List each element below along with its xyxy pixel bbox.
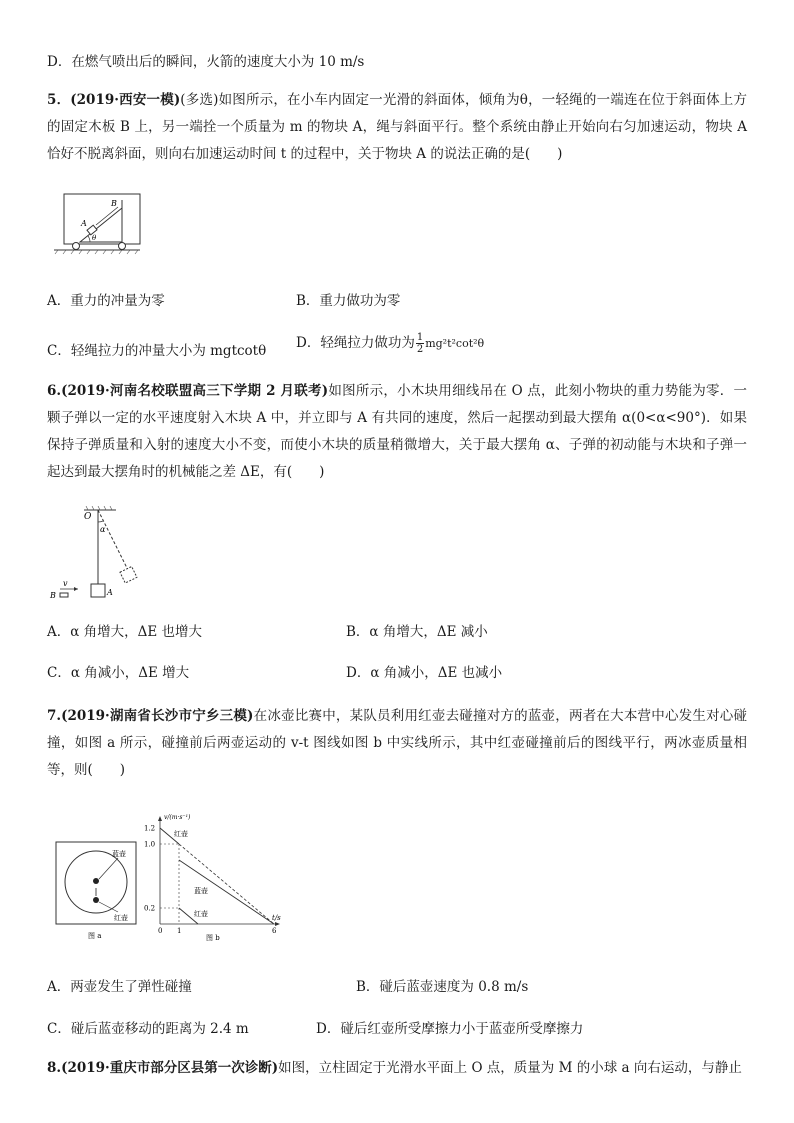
q6-option-c[interactable]: C．α 角减小，ΔE 增大: [47, 665, 190, 681]
q6-label-alpha: α: [100, 525, 106, 534]
q5-stem: [47, 87, 747, 168]
q7-fig-b-red-lower-label: 红壶: [194, 910, 208, 918]
q6-label-v: v: [63, 579, 68, 588]
q8-source: (2019·重庆市部分区县第一次诊断): [61, 1060, 279, 1076]
q7-source: (2019·湖南省长沙市宁乡三模): [61, 708, 254, 724]
q4-option-d: D．在燃气喷出后的瞬间，火箭的速度大小为 10 m/s: [47, 54, 365, 70]
q7-fig-b-xtick-1: 1: [177, 927, 182, 935]
q5-figure: [52, 190, 142, 256]
q5-option-d[interactable]: [296, 331, 484, 355]
q5-option-d-suffix: mg²t²cot²θ: [425, 337, 485, 350]
q7-fig-b-xtick-0: 0: [158, 927, 163, 935]
q6-label-o: O: [84, 512, 92, 522]
q8-stem: [47, 1056, 742, 1076]
q7-fig-a-blue-label: 蓝壶: [112, 850, 126, 858]
q7-fig-b-caption: 图 b: [206, 934, 220, 942]
q5-label-b: B: [111, 199, 117, 208]
q7-fig-a-red-label: 红壶: [114, 914, 128, 922]
q6-option-d[interactable]: D．α 角减小，ΔE 也减小: [346, 665, 503, 681]
q5-label-a: A: [81, 219, 87, 228]
q6-label-a: A: [107, 588, 113, 597]
q5-body: (多选)如图所示，在小车内固定一光滑的斜面体，倾角为θ，一轻绳的一端连在位于斜面体上方的固定木板 B 上，另一端拴一个质量为 m 的物块 A，绳与斜面平行。整个系统由静止开始向右匀加速运动，物块 A 恰好不脱离斜面，则向右加速运动时间 t 的过程中，关于物块 A 的说法正确的是( ): [47, 92, 747, 162]
q7-option-c[interactable]: C．碰后蓝壶移动的距离为 2.4 m: [47, 1021, 249, 1037]
q5-option-b[interactable]: B．重力做功为零: [296, 293, 401, 309]
q7-option-d[interactable]: D．碰后红壶所受摩擦力小于蓝壶所受摩擦力: [316, 1021, 584, 1037]
q7-fig-b-ytick-1-0: 1.0: [144, 840, 156, 849]
q8-body: 如图，立柱固定于光滑水平面上 O 点，质量为 M 的小球 a 向右运动，与静止: [278, 1060, 742, 1076]
q7-fig-b-ylabel: v/(m·s⁻¹): [164, 814, 191, 821]
q5-source: (2019·西安一模): [70, 92, 181, 108]
q7-option-b[interactable]: B．碰后蓝壶速度为 0.8 m/s: [356, 979, 529, 995]
q7-fig-b-xtick-6: 6: [272, 927, 277, 935]
q5-option-a[interactable]: A．重力的冲量为零: [47, 293, 165, 309]
q6-option-b[interactable]: B．α 角增大，ΔE 减小: [346, 624, 488, 640]
q7-option-a[interactable]: A．两壶发生了弹性碰撞: [47, 979, 192, 995]
q7-fig-b-ytick-0-2: 0.2: [144, 904, 156, 913]
q6-number: 6.: [47, 383, 62, 399]
q5-label-theta: θ: [92, 234, 97, 242]
q6-source: (2019·河南名校联盟高三下学期 2 月联考): [61, 383, 329, 399]
q7-number: 7.: [47, 708, 62, 724]
q7-fig-b-red-label: 红壶: [174, 830, 188, 838]
q5-option-d-fraction: [416, 332, 424, 355]
q6-stem: [47, 378, 747, 486]
q7-figure-b: [144, 812, 289, 944]
q7-fig-b-xlabel: t/s: [272, 914, 281, 922]
q6-option-a[interactable]: A．α 角增大，ΔE 也增大: [47, 624, 203, 640]
q6-label-b: B: [50, 591, 56, 600]
q5-number: 5．: [47, 92, 71, 108]
q5-frac-den: 2: [416, 344, 424, 355]
q6-body: 如图所示，小木块用细线吊在 O 点，此刻小物块的重力势能为零．一颗子弹以一定的水平速度射入木块 A 中，并立即与 A 有共同的速度，然后一起摆动到最大摆角 α(0<α<90°)．如果保持子弹质量和入射的速度大小不变，而使小木块的质量稍微增大，关于最大摆角 α、子弹的初动能与木块和子弹一起达到最大摆角时的机械能之差 ΔE，有( ): [47, 383, 747, 480]
q8-number: 8.: [47, 1060, 62, 1076]
q7-body: 在冰壶比赛中，某队员利用红壶去碰撞对方的蓝壶，两者在大本营中心发生对心碰撞，如图 a 所示，碰撞前后两壶运动的 v-t 图线如图 b 中实线所示，其中红壶碰撞前后的图线平行，两冰壶质量相等，则( ): [47, 708, 747, 778]
q5-option-c[interactable]: C．轻绳拉力的冲量大小为 mgtcotθ: [47, 343, 267, 359]
q7-figure-a: [52, 824, 142, 944]
q5-frac-num: 1: [416, 332, 424, 343]
q6-figure: [48, 506, 158, 602]
q5-option-d-prefix: D．轻绳拉力做功为: [296, 335, 415, 351]
q7-stem: [47, 703, 747, 784]
q7-fig-b-ytick-1-2: 1.2: [144, 824, 156, 833]
q7-fig-a-caption: 图 a: [88, 932, 102, 940]
q7-fig-b-blue-label: 蓝壶: [194, 887, 208, 895]
